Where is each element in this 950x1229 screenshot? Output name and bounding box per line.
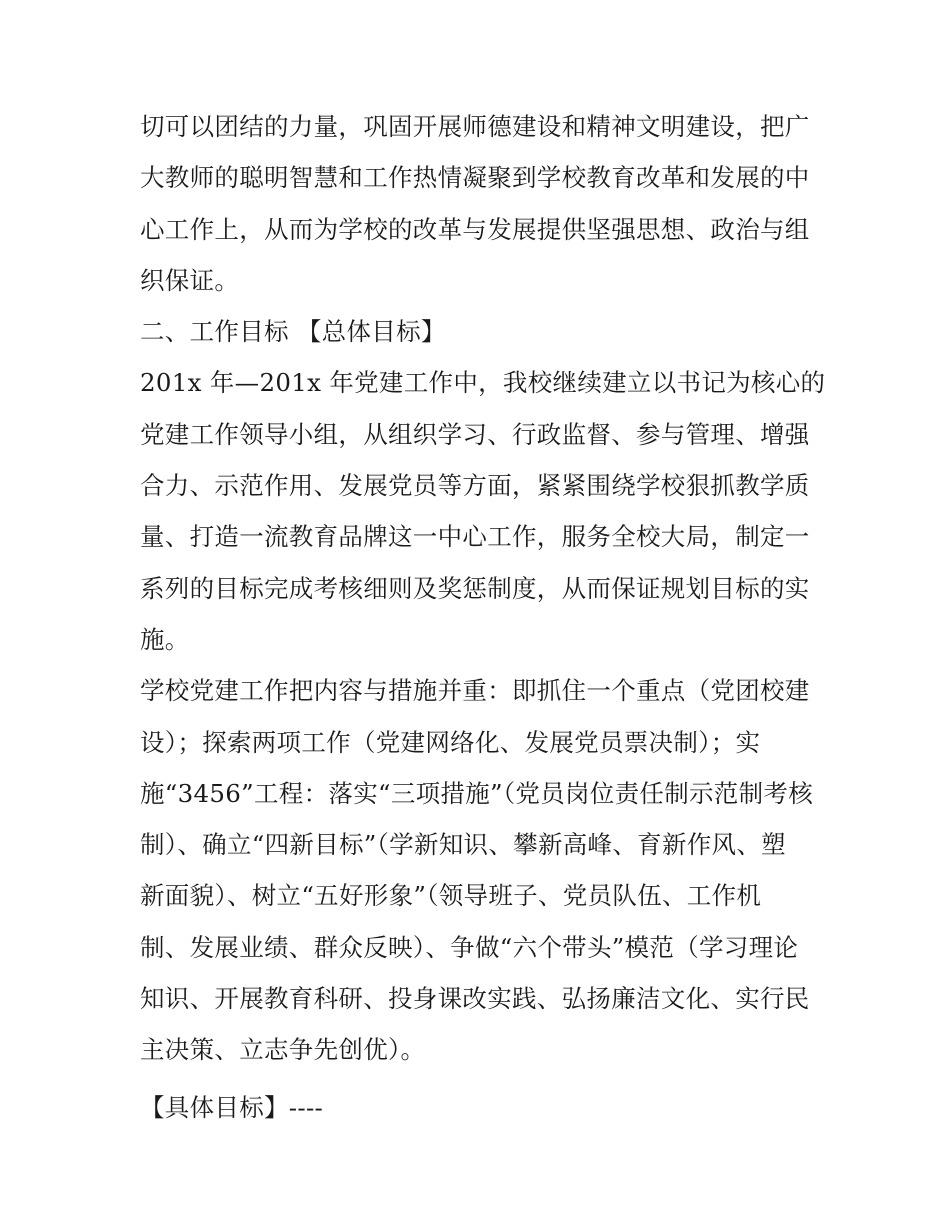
- text-line: 主决策、立志争先创优）。: [140, 1035, 426, 1065]
- text-line: 学校党建工作把内容与措施并重：即抓住一个重点（党团校建: [140, 676, 810, 706]
- text-line: 大教师的聪明智慧和工作热情凝聚到学校教育改革和发展的中: [140, 163, 810, 193]
- text-line: 合力、示范作用、发展党员等方面，紧紧围绕学校狠抓教学质: [140, 471, 810, 501]
- text-line: 切可以团结的力量，巩固开展师德建设和精神文明建设，把广: [140, 112, 810, 141]
- section-heading: 【具体目标】----: [140, 1092, 324, 1122]
- text-line: 新面貌）、树立“五好形象”（领导班子、党员队伍、工作机: [140, 881, 762, 911]
- text-line: 设）；探索两项工作（党建网络化、发展党员票决制）；实: [140, 727, 761, 757]
- text-line: 量、打造一流教育品牌这一中心工作，服务全校大局，制定一: [140, 522, 810, 552]
- text-line: 制、发展业绩、群众反映）、争做“六个带头”模范（学习理论: [140, 932, 799, 962]
- text-line: 心工作上，从而为学校的改革与发展提供坚强思想、政治与组: [140, 214, 810, 244]
- text-line: 知识、开展教育科研、投身课改实践、弘扬廉洁文化、实行民: [140, 984, 810, 1014]
- text-line: 201x 年—201x 年党建工作中，我校继续建立以书记为核心的: [140, 368, 826, 398]
- document-body: [140, 101, 826, 1133]
- section-heading: 二、工作目标 【总体目标】: [140, 317, 446, 347]
- text-line: 党建工作领导小组，从组织学习、行政监督、参与管理、增强: [140, 419, 810, 449]
- text-line: 织保证。: [140, 265, 240, 295]
- text-line: 系列的目标完成考核细则及奖惩制度，从而保证规划目标的实: [140, 573, 810, 603]
- text-line: 施。: [140, 624, 190, 654]
- text-line: 施“3456”工程：落实“三项措施”（党员岗位责任制示范制考核: [140, 778, 813, 808]
- text-line: 制）、确立“四新目标”（学新知识、攀新高峰、育新作风、塑: [140, 830, 786, 860]
